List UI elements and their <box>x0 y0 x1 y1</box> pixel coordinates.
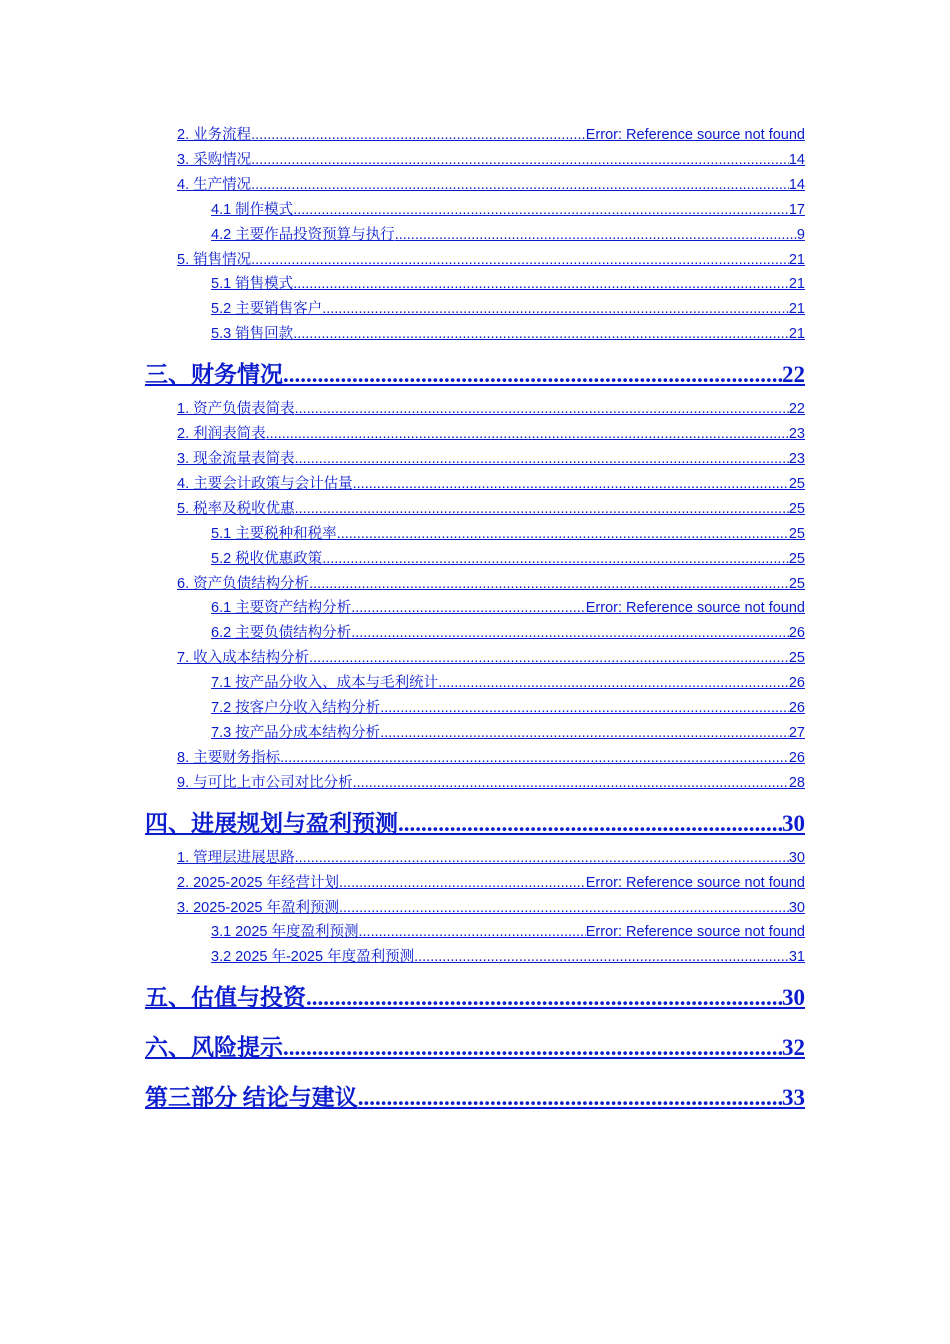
toc-page-number: 25 <box>788 550 805 567</box>
toc-entry-title: 6. 资产负债结构分析 <box>177 575 310 592</box>
toc-dot-leader <box>280 748 789 768</box>
toc-entry-title: 4.2 主要作品投资预算与执行 <box>211 226 395 243</box>
toc-dot-leader <box>293 274 789 294</box>
toc-page-number: 21 <box>788 276 805 293</box>
toc-page-number: 21 <box>788 251 805 268</box>
toc-dot-leader <box>339 898 789 918</box>
toc-page-number: 25 <box>788 500 805 517</box>
toc-dot-leader <box>266 424 789 444</box>
toc-entry-link[interactable] <box>0 424 805 444</box>
toc-entry-title: 2. 业务流程 <box>177 127 252 143</box>
toc-entry-title: 4.1 制作模式 <box>211 201 294 218</box>
toc-entry-title: 5.1 主要税种和税率 <box>211 525 337 542</box>
toc-entry-title: 3. 2025-2025 年盈利预测 <box>177 899 339 916</box>
toc-page-number: 22 <box>788 401 805 418</box>
toc-dot-leader <box>295 449 789 469</box>
toc-dot-leader <box>322 299 789 319</box>
toc-entry-title: 5. 销售情况 <box>177 251 252 268</box>
toc-entry-title: 9. 与可比上市公司对比分析 <box>177 774 353 791</box>
toc-entry-link[interactable] <box>0 623 805 643</box>
toc-heading-link[interactable] <box>0 1082 805 1114</box>
toc-heading-link[interactable] <box>0 982 805 1014</box>
toc-entry-title: 7. 收入成本结构分析 <box>177 650 310 667</box>
toc-heading-link[interactable] <box>0 1032 805 1064</box>
toc-page-number: 33 <box>782 1085 805 1111</box>
toc-entry-title: 3. 现金流量表简表 <box>177 451 295 467</box>
toc-page-number: Error: Reference source not found <box>585 600 805 617</box>
toc-dot-leader <box>438 673 789 693</box>
toc-entry-link[interactable] <box>0 549 805 569</box>
toc-entry-link[interactable] <box>0 474 805 494</box>
toc-page-number: 14 <box>788 151 805 168</box>
toc-entry-link[interactable] <box>0 898 805 918</box>
toc-entry-title: 1. 管理层进展思路 <box>177 849 295 866</box>
toc-entry-link[interactable] <box>0 673 805 693</box>
toc-entry-link[interactable] <box>0 299 805 319</box>
toc-dot-leader <box>309 648 789 668</box>
toc-page-number: 26 <box>788 675 805 692</box>
toc-dot-leader <box>358 1082 782 1114</box>
toc-entry-title: 三、财务情况 <box>145 362 283 388</box>
toc-entry-title: 第三部分 结论与建议 <box>145 1085 358 1111</box>
toc-entry-title: 3. 采购情况 <box>177 151 252 168</box>
toc-dot-leader <box>353 773 789 793</box>
toc-page-number: 25 <box>788 525 805 542</box>
toc-page-number: 25 <box>788 650 805 667</box>
toc-page-number: 21 <box>788 326 805 343</box>
toc-entry-title: 1. 资产负债表简表 <box>177 401 295 418</box>
toc-dot-leader <box>395 225 797 245</box>
toc-dot-leader <box>306 982 782 1014</box>
toc-entry-title: 5.2 税收优惠政策 <box>211 550 323 567</box>
toc-entry-link[interactable] <box>0 748 805 768</box>
toc-page-number: 30 <box>788 849 805 866</box>
toc-page-number: 21 <box>788 301 805 318</box>
toc-entry-link[interactable] <box>0 449 805 469</box>
toc-entry-title: 5.1 销售模式 <box>211 276 294 293</box>
toc-entry-title: 3.1 2025 年度盈利预测 <box>211 924 359 941</box>
toc-entry-link[interactable] <box>0 922 805 942</box>
toc-entry-title: 2. 2025-2025 年经营计划 <box>177 874 339 891</box>
toc-dot-leader <box>283 359 782 391</box>
toc-page-number: 22 <box>782 362 805 388</box>
toc-entry-title: 六、风险提示 <box>145 1035 283 1061</box>
toc-page-number: Error: Reference source not found <box>585 127 805 143</box>
toc-page-number: 17 <box>788 201 805 218</box>
toc-entry-link[interactable] <box>0 225 805 245</box>
toc-entry-title: 四、进展规划与盈利预测 <box>145 810 398 836</box>
toc-dot-leader <box>322 549 789 569</box>
toc-entry-title: 6.2 主要负债结构分析 <box>211 625 352 642</box>
toc-entry-link[interactable] <box>0 150 805 170</box>
toc-entry-link[interactable] <box>0 648 805 668</box>
toc-entry-title: 7.1 按产品分收入、成本与毛利统计 <box>211 675 439 692</box>
toc-dot-leader <box>380 723 789 743</box>
toc-entry-title: 2. 利润表简表 <box>177 426 266 443</box>
toc-entry-title: 7.2 按客户分收入结构分析 <box>211 700 381 716</box>
toc-page-number: 23 <box>788 451 805 467</box>
toc-dot-leader <box>380 698 789 718</box>
toc-dot-leader <box>251 150 789 170</box>
toc-page-number: 30 <box>782 810 805 836</box>
toc-dot-leader <box>251 125 586 145</box>
toc-entry-title: 8. 主要财务指标 <box>177 749 281 766</box>
toc-dot-leader <box>398 808 782 840</box>
toc-page-number: 14 <box>788 176 805 193</box>
toc-entry-title: 5.2 主要销售客户 <box>211 301 323 318</box>
toc-entry-link[interactable] <box>0 873 805 893</box>
toc-entry-link[interactable] <box>0 848 805 868</box>
toc-page-number: 26 <box>788 749 805 766</box>
toc-entry-link[interactable] <box>0 274 805 294</box>
toc-entry-link[interactable] <box>0 947 805 967</box>
toc-entry-link[interactable] <box>0 574 805 594</box>
toc-dot-leader <box>353 474 789 494</box>
toc-dot-leader <box>251 250 789 270</box>
toc-dot-leader <box>251 175 789 195</box>
toc-page-number: 30 <box>782 985 805 1011</box>
toc-entry-link[interactable] <box>0 773 805 793</box>
toc-heading-link[interactable] <box>0 359 805 391</box>
toc-entry-title: 4. 生产情况 <box>177 176 252 193</box>
toc-page-number: 26 <box>788 700 805 716</box>
toc-page-number: 23 <box>788 426 805 443</box>
toc-dot-leader <box>309 574 789 594</box>
toc-page-number: 28 <box>788 774 805 791</box>
toc-dot-leader <box>351 598 586 618</box>
toc-entry-title: 5. 税率及税收优惠 <box>177 500 295 517</box>
toc-entry-title: 5.3 销售回款 <box>211 326 294 343</box>
toc-dot-leader <box>295 848 789 868</box>
toc-entry-link[interactable] <box>0 698 805 718</box>
toc-entry-link[interactable] <box>0 399 805 419</box>
toc-dot-leader <box>283 1032 782 1064</box>
toc-page-number: 26 <box>788 625 805 642</box>
toc-dot-leader <box>293 200 789 220</box>
toc-page-number: 9 <box>796 226 805 243</box>
toc-dot-leader <box>358 922 585 942</box>
toc-entry-link[interactable] <box>0 175 805 195</box>
toc-entry-link[interactable] <box>0 598 805 618</box>
toc-entry-link[interactable] <box>0 250 805 270</box>
toc-dot-leader <box>295 399 789 419</box>
toc-page-number: 27 <box>788 724 805 741</box>
toc-dot-leader <box>295 499 789 519</box>
toc-page-number: 31 <box>788 949 805 966</box>
toc-entry-title: 3.2 2025 年-2025 年度盈利预测 <box>211 949 415 966</box>
toc-dot-leader <box>351 623 789 643</box>
toc-page-number: 30 <box>788 899 805 916</box>
toc-entry-title: 4. 主要会计政策与会计估量 <box>177 475 353 492</box>
toc-heading-link[interactable] <box>0 808 805 840</box>
toc-entry-link[interactable] <box>0 324 805 344</box>
toc-entry-title: 五、估值与投资 <box>145 985 306 1011</box>
toc-entry-link[interactable] <box>0 499 805 519</box>
toc-entry-title: 6.1 主要资产结构分析 <box>211 600 352 617</box>
toc-dot-leader <box>337 524 789 544</box>
toc-page-number: 25 <box>788 575 805 592</box>
toc-entry-link[interactable] <box>0 125 805 145</box>
toc-page-number: Error: Reference source not found <box>585 924 805 941</box>
toc-page-number: Error: Reference source not found <box>585 874 805 891</box>
toc-entry-link[interactable] <box>0 524 805 544</box>
toc-page-number: 25 <box>788 475 805 492</box>
toc-entry-link[interactable] <box>0 723 805 743</box>
toc-page-number: 32 <box>782 1035 805 1061</box>
toc-entry-title: 7.3 按产品分成本结构分析 <box>211 724 381 741</box>
toc-dot-leader <box>293 324 789 344</box>
toc-dot-leader <box>339 873 586 893</box>
toc-dot-leader <box>414 947 789 967</box>
toc-entry-link[interactable] <box>0 200 805 220</box>
